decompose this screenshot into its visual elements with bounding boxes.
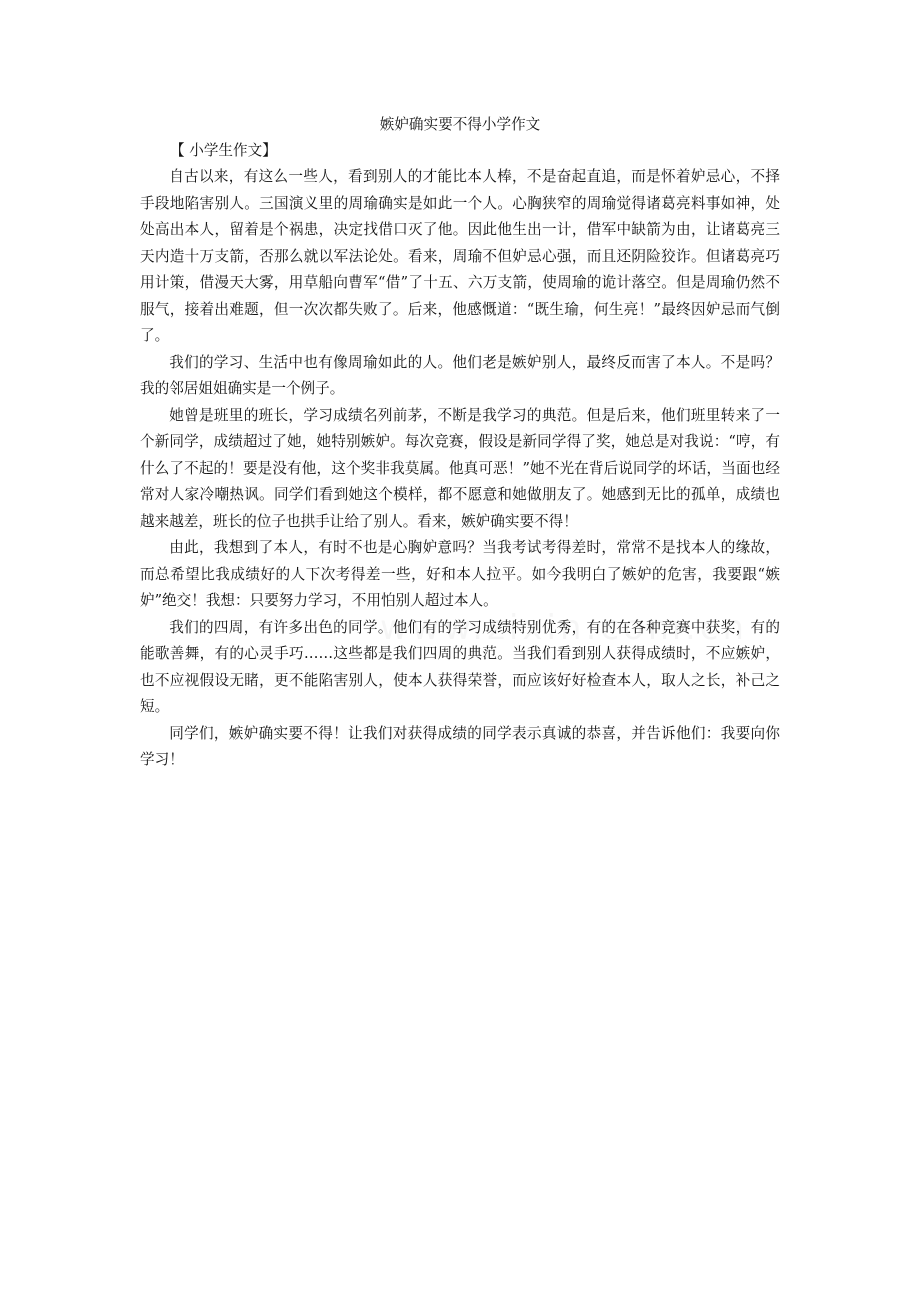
paragraph-2: 我们的学习、生活中也有像周瑜如此的人。他们老是嫉妒别人，最终反而害了本人。不是吗？我的邻居姐姐确实是一个例子。	[140, 353, 780, 397]
paragraph-1: 自古以来，有这么一些人，看到别人的才能比本人棒，不是奋起直追，而是怀着妒忌心，不择手段地陷害别人。三国演义里的周瑜确实是如此一个人。心胸狭窄的周瑜觉得诸葛亮料事如神，处处高出本人，留着是个祸患，决定找借口灭了他。因此他生出一计，借军中缺箭为由，让诸葛亮三天内造十万支箭，否那么就以军法论处。看来，周瑜不但妒忌心强，而且还阴险狡诈。但诸葛亮巧用计策，借漫天大雾，用草船向曹军“借”了十五、六万支箭，使周瑜的诡计落空。但是周瑜仍然不服气，接着出难题，但一次次都失败了。后来，他感慨道：“既生瑜，何生亮！”最终因妒忌而气倒了。	[140, 168, 780, 344]
category-label: 【 小学生作文】	[170, 142, 277, 159]
paragraph-5: 我们的四周，有许多出色的同学。他们有的学习成绩特别优秀，有的在各种竞赛中获奖，有的能歌善舞，有的心灵手巧……这些都是我们四周的典范。当我们看到别人获得成绩时，不应嫉妒，也不应视假设无睹，更不能陷害别人，使本人获得荣誉，而应该好好检查本人，取人之长，补己之短。	[140, 618, 780, 715]
document-title: 嫉妒确实要不得小学作文	[379, 116, 541, 133]
document-body	[140, 112, 780, 774]
paragraph-4: 由此，我想到了本人，有时不也是心胸妒意吗？当我考试考得差时，常常不是找本人的缘故，而总希望比我成绩好的人下次考得差一些，好和本人拉平。如今我明白了嫉妒的危害，我要跟“嫉妒”绝交！我想：只要努力学习，不用怕别人超过本人。	[140, 539, 780, 609]
paragraph-6: 同学们，嫉妒确实要不得！让我们对获得成绩的同学表示真诚的恭喜，并告诉他们：我要向你学习！	[140, 724, 780, 768]
paragraph-3: 她曾是班里的班长，学习成绩名列前茅，不断是我学习的典范。但是后来，他们班里转来了一个新同学，成绩超过了她，她特别嫉妒。每次竞赛，假设是新同学得了奖，她总是对我说：“哼，有什么了不起的！要是没有他，这个奖非我莫属。他真可恶！”她不光在背后说同学的坏话，当面也经常对人家冷嘲热讽。同学们看到她这个模样，都不愿意和她做朋友了。她感到无比的孤单，成绩也越来越差，班长的位子也拱手让给了别人。看来，嫉妒确实要不得！	[140, 406, 780, 530]
